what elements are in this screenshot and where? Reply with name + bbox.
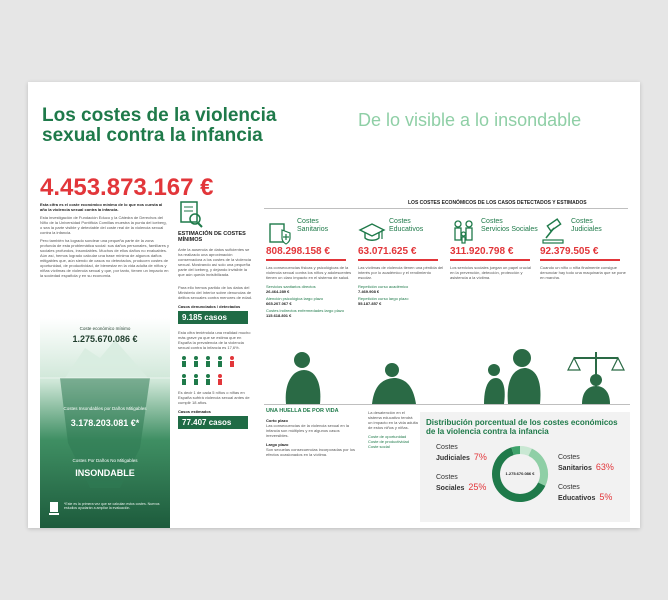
wound-short-label: Corto plazo — [266, 418, 288, 423]
impact-list-item-1: Coste de oportunidad — [368, 434, 407, 439]
dist-item-judiciales — [436, 444, 496, 463]
intro-lead: Esta cifra es el coste económico mínimo de lo que nos cuesta al año la violencia sexual contra la infancia. — [40, 202, 163, 212]
silhouette-divider — [264, 404, 630, 405]
family-icon — [450, 218, 478, 246]
sociales-text: Los servicios sociales juegan un papel crucial en la prevención, detección, protección y asistencia a la víctima. — [450, 265, 531, 280]
dist-judiciales-label-1: Costes — [436, 444, 458, 451]
sanitarios-sub1: Servicios sanitarios directos — [266, 284, 316, 289]
costs-section-heading: LOS COSTES ECONÓMICOS DE LOS CASOS DETECTADOS Y ESTIMADOS — [408, 200, 587, 206]
dist-sociales-label-2: Sociales — [436, 485, 465, 492]
medical-shield-icon — [266, 218, 294, 246]
hidden-cost-value: 3.178.203.081 €* — [70, 418, 140, 428]
reported-cases-label: Casos denunciados / detectados — [178, 304, 241, 309]
sociales-value: 311.920.798 € — [450, 246, 514, 257]
sociales-label-2: Servicios Sociales — [481, 226, 538, 233]
adult-impact-text: La desatención en el sistema educativo tendrá un impacto en la vida adulta de estos niños y niñas. — [368, 410, 418, 430]
wound-short-text: Las consecuencias de la violencia sexual en la infancia son múltiples y en algunos casos irreversibles. — [266, 423, 349, 438]
sanitarios-sub2-value: 665.207.067 € — [266, 301, 292, 306]
dist-educativos-pct: 5% — [599, 492, 613, 502]
dist-educativos-label-1: Costes — [558, 484, 580, 491]
dist-item-sanitarios — [558, 454, 628, 473]
sociales-underline — [450, 259, 530, 261]
educativos-sub2-value: 55.187.857 € — [358, 301, 382, 306]
visible-cost-label: Coste económico mínimo — [79, 326, 131, 331]
estimation-text-3: Esta cifra teniéndola una realidad mucho más grave ya que se estima que en España la prevalencia de la violencia sexual contra la infancia es 17,6%. — [178, 330, 251, 350]
donut-slice-sociales — [530, 452, 544, 484]
educativos-sub2: Repetición curso largo plazo — [358, 296, 409, 301]
estimation-text-4: Es decir 1 de cada 5 niños o niñas en España sufrirá violencia sexual antes de cumplir 18 años. — [178, 390, 250, 405]
sanitarios-sub3-value: 115.618.801 € — [266, 313, 292, 318]
magnifier-document-icon — [178, 200, 204, 228]
estimation-heading: ESTIMACIÓN DE COSTES MÍNIMOS — [178, 231, 246, 243]
intro-body-2: Pero también ha logrado sondear una pequeña parte de la zona profunda de esta problemática social: sus daños personales, familiares y sociales profundos, insondables. Muchos de ellos daños no evaluables. Aún así, hemos logrado calcular una base mínima de algunos daños mitigables que, aún siendo de casos no detectados, producen costes de oportunidad, de productividad, de bienestar en la vida adulta de niños y niñas víctimas de violencia sexual y que, por tanto, tienen un impacto en la sociedad española y en su economía. — [40, 238, 169, 278]
educativos-sub1-value: 7.469.908 € — [358, 289, 380, 294]
educativos-value: 63.071.625 € — [358, 246, 417, 257]
sanitarios-label-1: Costes — [297, 218, 319, 225]
donut-slice-educativos — [513, 450, 520, 451]
university-logo-icon — [48, 500, 60, 518]
judiciales-text: Cuando un niño o niña finalmente consigue denunciar hay todo una maquinaria que se pone en marcha. — [540, 265, 626, 280]
dist-sociales-label-1: Costes — [436, 474, 458, 481]
iceberg-footnote: *Este es la primera vez que se calculan estos costes. Nuevos estudios ayudarán a ampliar la evaluación. — [64, 502, 160, 510]
estimated-cases-value: 77.407 casos — [178, 416, 248, 429]
wound-long-label: Largo plazo — [266, 442, 289, 447]
category-educativos — [358, 218, 446, 306]
page-title: Los costes de la violencia sexual contra la infancia — [42, 105, 277, 146]
dist-item-educativos — [558, 484, 628, 503]
page-subtitle: De lo visible a lo insondable — [358, 110, 582, 130]
educativos-label-1: Costes — [389, 218, 411, 225]
judiciales-label-2: Judiciales — [571, 226, 602, 233]
category-sanitarios — [266, 218, 354, 318]
people-grid-icon — [178, 354, 254, 390]
dist-educativos-label-2: Educativos — [558, 495, 596, 502]
visible-cost-value: 1.275.670.086 € — [72, 334, 138, 344]
judiciales-value: 92.379.505 € — [540, 246, 599, 257]
educativos-sub1: Repetición curso académico — [358, 284, 409, 289]
section-divider — [264, 208, 628, 209]
dist-judiciales-label-2: Judiciales — [436, 455, 470, 462]
donut-slice-judiciales — [520, 450, 530, 452]
estimation-column — [174, 200, 258, 526]
estimated-cases-label: Casos estimados — [178, 409, 211, 414]
dist-sanitarios-pct: 63% — [595, 462, 614, 472]
dist-judiciales-pct: 7% — [473, 452, 487, 462]
sanitarios-sub3: Costes indirectos enfermedades largo plazo — [266, 308, 345, 313]
hidden-cost-label: Costes Insondables por Daños Mitigables — [63, 406, 147, 411]
deep-cost-value: INSONDABLE — [75, 468, 135, 478]
sanitarios-text: Las consecuencias físicas y psicológicas de la violencia sexual contra los niños y adolescentes tienen un claro impacto en el sistema de salud. — [266, 265, 352, 280]
dist-sanitarios-label-1: Costes — [558, 454, 580, 461]
distribution-title: Distribución porcentual de los costes económicos de la violencia contra la infancia — [426, 418, 618, 436]
dist-sociales-pct: 25% — [468, 482, 487, 492]
wound-heading: UNA HUELLA DE POR VIDA — [266, 408, 339, 414]
infographic-sheet — [28, 82, 640, 528]
adult-impact-section — [368, 410, 418, 449]
educativos-text: Las víctimas de violencia tienen una pérdida del interés por lo académico y el rendimiento escolar. — [358, 265, 444, 280]
intro-body-1: Esta investigación de Fundación Educo y la Cátedra de Derechos del Niño de la Universidad Pontificia Comillas muestra la punta del iceberg, o sea la parte visible y detectable del coste real de la violencia sexual contra la infancia. — [40, 215, 167, 235]
educativos-underline — [358, 259, 438, 261]
sanitarios-sub1-value: 26.464.289 € — [266, 289, 290, 294]
impact-list-item-2: Coste de productividad — [368, 439, 409, 444]
deep-cost-label: Costes Por Daños No Mitigables — [72, 458, 138, 463]
silhouettes-illustration — [264, 348, 630, 404]
dist-item-sociales — [436, 474, 496, 493]
gavel-icon — [540, 218, 568, 246]
sanitarios-value: 808.298.158 € — [266, 246, 330, 257]
impact-list-item-3: Coste social — [368, 444, 390, 449]
sociales-label-1: Costes — [481, 218, 503, 225]
dist-sanitarios-label-2: Sanitarios — [558, 465, 592, 472]
category-judiciales — [540, 218, 628, 280]
reported-cases-value: 9.185 casos — [178, 311, 248, 324]
estimation-text-2: Para ello hemos partido de los datos del Ministerio del Interior sobre denuncias de delitos sexuales contra menores de edad. — [178, 285, 253, 300]
total-cost: 4.453.873.167 € — [40, 174, 214, 201]
sanitarios-label-2: Sanitarios — [297, 226, 329, 233]
iceberg-graphic — [40, 318, 170, 528]
distribution-donut — [490, 444, 550, 504]
sanitarios-underline — [266, 259, 346, 261]
category-servicios-sociales — [450, 218, 538, 280]
wound-long-text: Son secuelas consecuencias incorporadas por los efectos ocasionados en la víctima. — [266, 447, 355, 457]
sanitarios-sub2: Atención psicológica largo plazo — [266, 296, 324, 301]
graduation-cap-icon — [358, 218, 386, 246]
judiciales-label-1: Costes — [571, 218, 593, 225]
donut-center-value: 1.275.670.086 € — [505, 471, 535, 476]
educativos-label-2: Educativos — [389, 226, 424, 233]
judiciales-underline — [540, 259, 620, 261]
estimation-text-1: Ante la ausencia de datos suficientes se ha realizado una aproximación conservadora a los costes de la violencia sexual. Mostrando así solo una pequeña parte del iceberg, y dejando invisible la que aún queda invisibilizada. — [178, 247, 251, 277]
